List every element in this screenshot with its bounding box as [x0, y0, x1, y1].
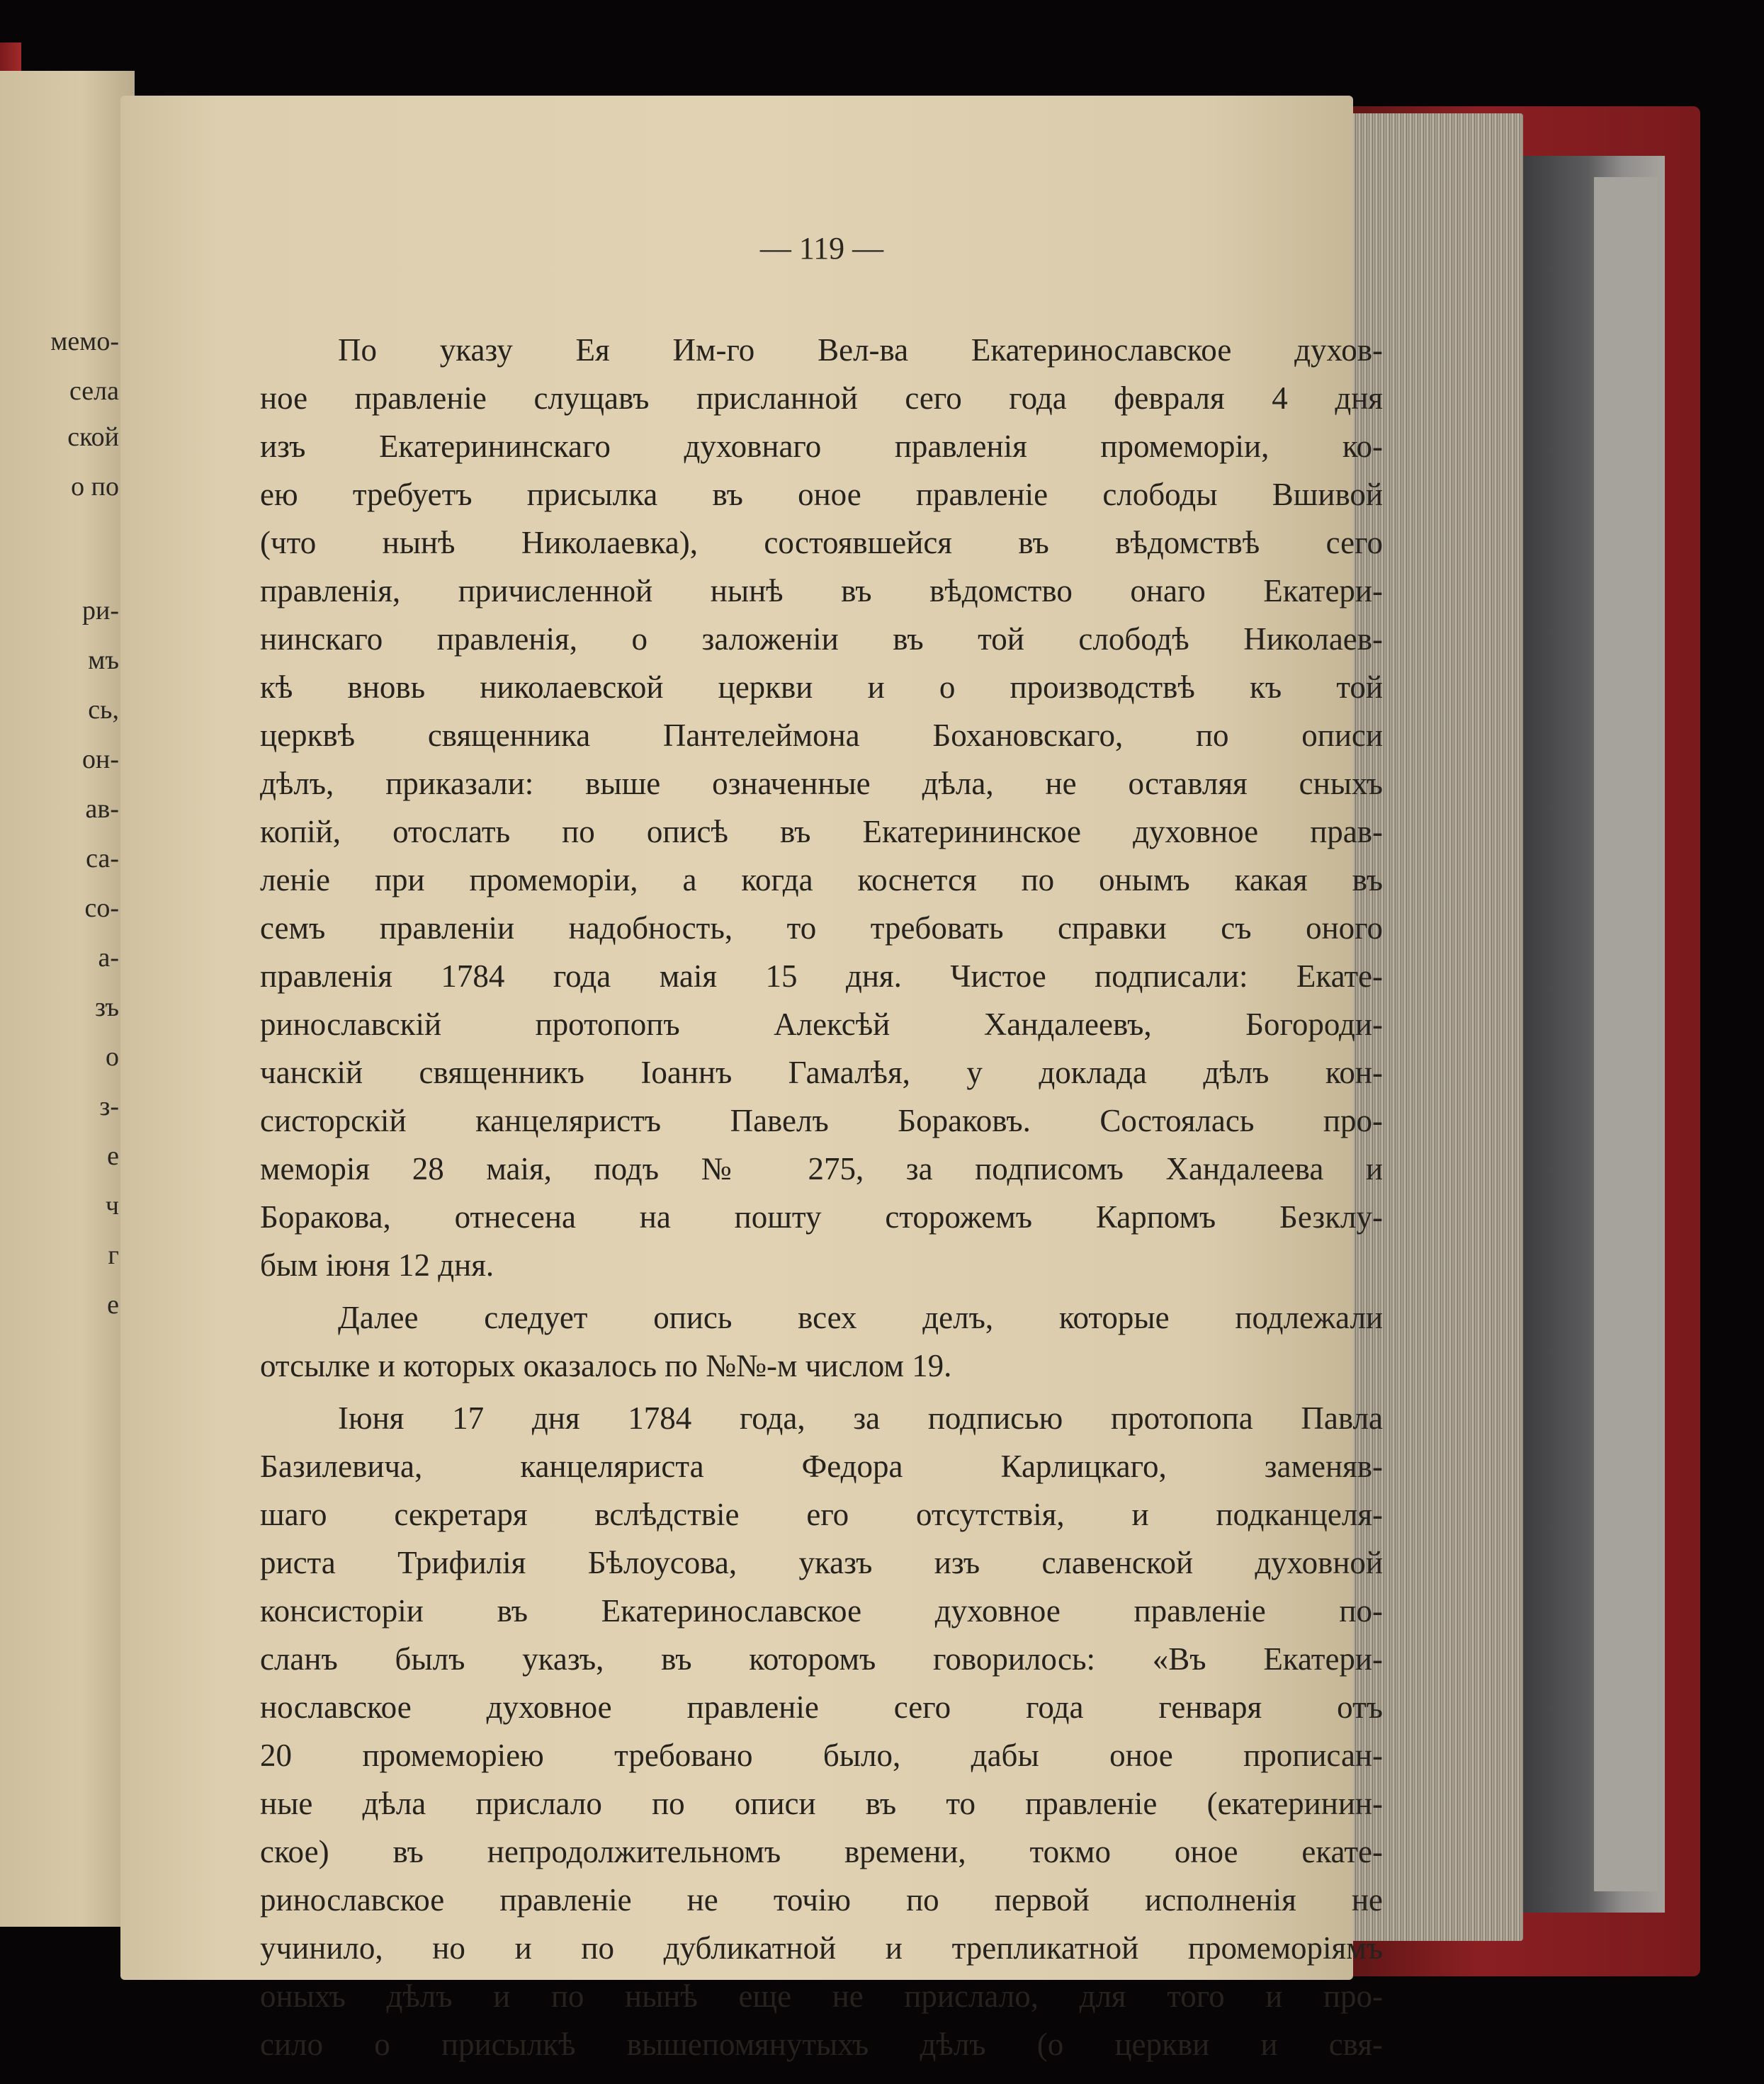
- text-line: оныхъ дѣлъ и по нынѣ еще не прислало, для того и про-: [260, 1978, 1383, 2014]
- text-line: изъ Екатерининскаго духовнаго правленія промеморіи, ко-: [260, 429, 1383, 464]
- left-page-text-fragment: он-: [82, 744, 119, 774]
- left-page-text-fragment: мемо-: [50, 327, 119, 356]
- text-line: бым іюня 12 дня.: [260, 1247, 494, 1283]
- text-line: консисторіи въ Екатеринославское духовное правленіе по-: [260, 1593, 1383, 1629]
- text-line: нинскаго правленія, о заложеніи въ той слободѣ Николаев-: [260, 621, 1383, 657]
- left-page-text-fragment: ч: [105, 1191, 119, 1221]
- text-line: правленія, причисленной нынѣ въ вѣдомство онаго Екатери-: [260, 573, 1383, 608]
- text-line: Іюня 17 дня 1784 года, за подписью протопопа Павла: [338, 1400, 1383, 1436]
- left-page-text-fragment: ской: [67, 422, 119, 452]
- left-page-text-fragment: е: [107, 1141, 119, 1171]
- text-line: кѣ вновь николаевской церкви и о производствѣ къ той: [260, 669, 1383, 705]
- text-line: копій, отослать по описѣ въ Екатерининское духовное прав-: [260, 814, 1383, 849]
- text-line: сланъ былъ указъ, въ которомъ говорилось: «Въ Екатери-: [260, 1641, 1383, 1677]
- text-line: ринославскій протопопъ Алексѣй Хандалеевъ, Богороди-: [260, 1007, 1383, 1042]
- text-line: меморія 28 маія, подъ № 275, за подписомъ Хандалеева и: [260, 1151, 1383, 1187]
- text-line: леніе при промеморіи, а когда коснется по онымъ какая въ: [260, 862, 1383, 897]
- left-page-text-fragment: а-: [98, 943, 119, 973]
- text-line: церквѣ священника Пантелеймона Бохановскаго, по описи: [260, 718, 1383, 753]
- left-page-text-fragment: села: [69, 376, 119, 406]
- left-page-text-fragment: со-: [84, 893, 119, 923]
- left-page-text-fragment: ри-: [82, 596, 119, 625]
- left-page-text-fragment: з-: [99, 1092, 119, 1121]
- text-line: сило о присылкѣ вышепомянутыхъ дѣлъ (о церкви и свя-: [260, 2027, 1383, 2062]
- left-facing-page: [0, 71, 135, 1927]
- text-line: Базилевича, канцеляриста Федора Карлицкаго, заменяв-: [260, 1449, 1383, 1484]
- text-line: правленія 1784 года маія 15 дня. Чистое подписали: Екате-: [260, 958, 1383, 994]
- left-page-text-fragment: са-: [86, 844, 119, 873]
- page-text: [260, 326, 1383, 2068]
- text-line: семъ правленіи надобность, то требовать справки съ оного: [260, 910, 1383, 946]
- book-page: [120, 96, 1383, 2062]
- text-line: систорскій канцеляристъ Павелъ Бораковъ. Состоялась про-: [260, 1103, 1383, 1138]
- text-line: (что нынѣ Николаевка), состоявшейся въ вѣдомствѣ сего: [260, 525, 1383, 560]
- left-page-text-fragment: о по: [71, 472, 119, 502]
- left-page-text-fragment: зъ: [94, 992, 119, 1022]
- text-line: ные дѣла прислало по описи въ то правленіе (екатеринин-: [260, 1786, 1383, 1821]
- text-line: ское) въ непродолжительномъ времени, токмо оное екате-: [260, 1834, 1383, 1869]
- text-line: Боракова, отнесена на пошту сторожемъ Карпомъ Безклу-: [260, 1199, 1383, 1235]
- text-line: ринославское правленіе не точію по первой исполненія не: [260, 1882, 1383, 1918]
- page-block-edge: [1594, 177, 1658, 1891]
- text-line: нославское духовное правленіе сего года генваря отъ: [260, 1689, 1383, 1725]
- text-line: шаго секретаря вслѣдствіе его отсутствія, и подканцеля-: [260, 1497, 1383, 1532]
- text-line: отсылке и которых оказалось по №№-м числом 19.: [260, 1348, 952, 1383]
- text-line: ею требуетъ присылка въ оное правленіе слободы Вшивой: [260, 477, 1383, 512]
- text-line: риста Трифилія Бѣлоусова, указъ изъ славенской духовной: [260, 1545, 1383, 1580]
- text-line: По указу Ея Им-го Вел-ва Екатеринославское духов-: [338, 332, 1383, 368]
- left-page-text-fragment: г: [108, 1240, 119, 1270]
- text-line: дѣлъ, приказали: выше означенные дѣла, не оставляя сныхъ: [260, 766, 1383, 801]
- text-line: 20 промеморіею требовано было, дабы оное прописан-: [260, 1738, 1383, 1773]
- left-page-text-fragment: о: [106, 1042, 119, 1072]
- text-line: чанскій священникъ Іоаннъ Гамалѣя, у доклада дѣлъ кон-: [260, 1055, 1383, 1090]
- text-line: ное правленіе слущавъ присланной сего года февраля 4 дня: [260, 380, 1383, 416]
- left-page-text-fragment: е: [107, 1290, 119, 1320]
- left-page-text-fragment: ав-: [85, 794, 119, 824]
- left-page-text-fragment: сь,: [88, 695, 119, 725]
- text-line: Далее следует опись всех делъ, которые подлежали: [338, 1300, 1383, 1335]
- page-number: — 119 —: [759, 231, 884, 266]
- text-line: учинило, но и по дубликатной и трепликатной промеморіямъ: [260, 1930, 1383, 1966]
- left-page-text-fragment: мъ: [88, 645, 119, 675]
